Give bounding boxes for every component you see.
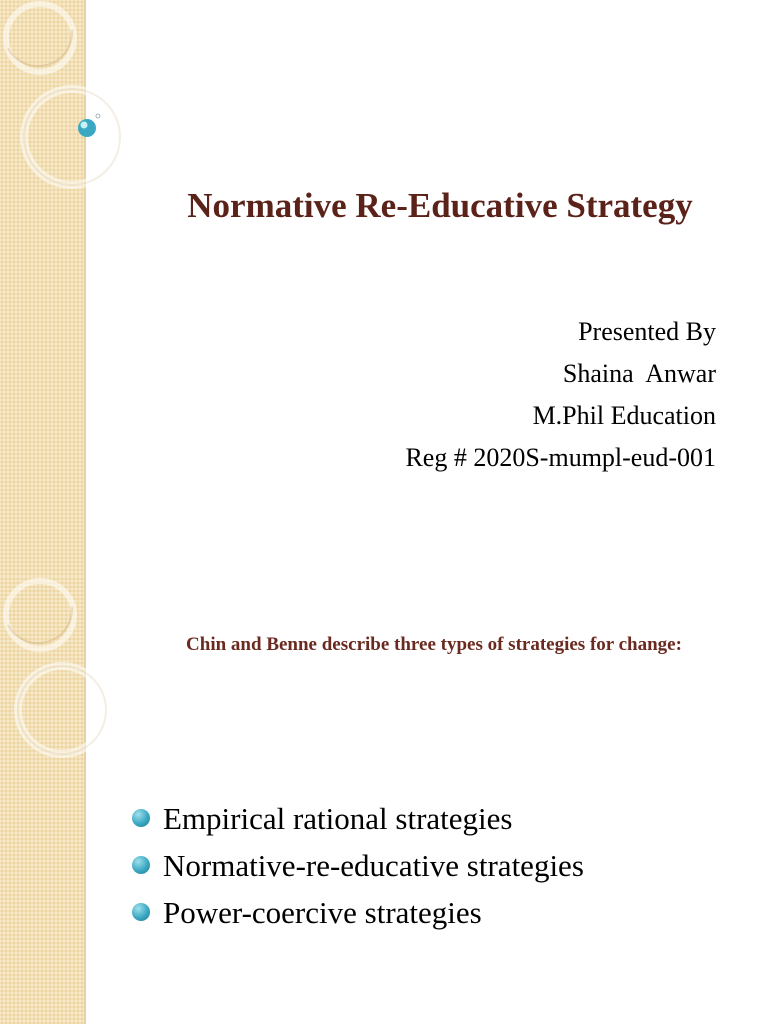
list-item-text: Power-coercive strategies xyxy=(163,895,482,930)
list-item-text: Empirical rational strategies xyxy=(163,801,513,836)
list-item xyxy=(132,842,584,889)
content-slide xyxy=(0,577,768,1024)
bullet-icon xyxy=(132,809,150,827)
bullet-icon xyxy=(132,903,150,921)
intro-text: Chin and Benne describe three types of strategies for change: xyxy=(186,634,682,655)
orb-icon xyxy=(78,119,96,137)
presenter-program: M.Phil Education xyxy=(532,401,716,430)
presented-by-label: Presented By xyxy=(578,317,716,346)
list-item xyxy=(132,795,584,842)
decorative-circles xyxy=(0,0,130,200)
list-item xyxy=(132,889,584,936)
presenter-info xyxy=(405,311,716,479)
presenter-name: Shaina Anwar xyxy=(562,359,716,388)
strategy-list xyxy=(132,795,584,936)
decorative-circles xyxy=(0,577,130,777)
slide-title: Normative Re-Educative Strategy xyxy=(187,186,693,225)
presenter-registration: Reg # 2020S-mumpl-eud-001 xyxy=(405,443,716,472)
bullet-icon xyxy=(132,856,150,874)
list-item-text: Normative-re-educative strategies xyxy=(163,848,584,883)
